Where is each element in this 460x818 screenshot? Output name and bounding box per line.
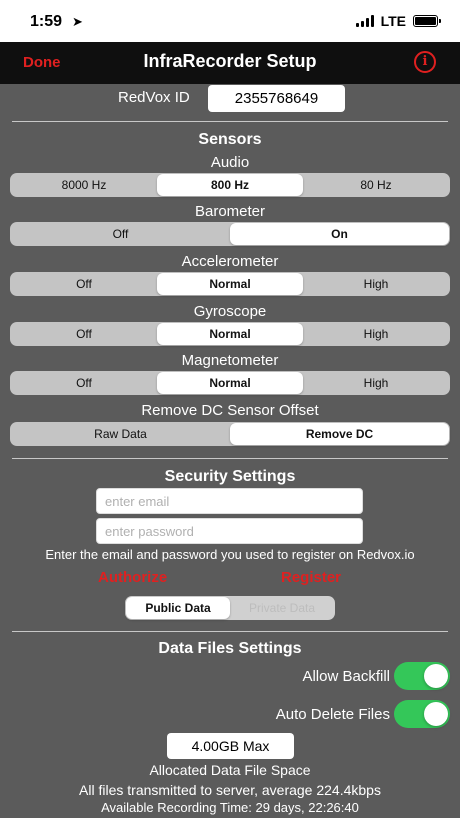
info-icon[interactable]: i <box>414 51 436 73</box>
status-bar <box>0 0 460 42</box>
redvox-id-field[interactable]: 2355768649 <box>208 85 345 112</box>
status-time: 1:59 <box>30 13 63 30</box>
divider <box>12 121 448 122</box>
battery-icon <box>413 15 438 27</box>
audio-option-800hz[interactable]: 800 Hz <box>157 174 303 196</box>
barometer-option-off[interactable]: Off <box>112 227 129 241</box>
barometer-option-on[interactable]: On <box>230 223 449 245</box>
location-arrow-icon: ➤ <box>72 14 83 29</box>
network-type: LTE <box>380 13 406 29</box>
allow-backfill-label: Allow Backfill <box>302 668 390 685</box>
gyroscope-segmented-control <box>10 322 450 346</box>
public-data-option[interactable]: Public Data <box>126 597 230 619</box>
auto-delete-toggle[interactable] <box>394 700 450 728</box>
audio-option-80hz[interactable]: 80 Hz <box>360 178 392 192</box>
sensors-section-title: Sensors <box>198 131 262 148</box>
max-space-field[interactable]: 4.00GB Max <box>167 733 294 759</box>
audio-label: Audio <box>210 154 250 171</box>
private-data-option[interactable]: Private Data <box>248 601 316 615</box>
divider <box>12 631 448 632</box>
transmission-status: All files transmitted to server, average 224.4kbps <box>79 782 381 798</box>
magnetometer-option-off[interactable]: Off <box>76 376 92 390</box>
navigation-bar <box>0 42 460 84</box>
gyroscope-option-off[interactable]: Off <box>76 327 92 341</box>
allow-backfill-toggle[interactable] <box>394 662 450 690</box>
security-section-title: Security Settings <box>164 468 296 485</box>
magnetometer-option-normal[interactable]: Normal <box>157 372 303 394</box>
auto-delete-label: Auto Delete Files <box>275 706 390 723</box>
accelerometer-option-normal[interactable]: Normal <box>157 273 303 295</box>
gyroscope-option-high[interactable]: High <box>363 327 389 341</box>
allocated-space-label: Allocated Data File Space <box>149 762 311 778</box>
accelerometer-segmented-control <box>10 272 450 296</box>
magnetometer-segmented-control <box>10 371 450 395</box>
done-button[interactable]: Done <box>23 54 61 71</box>
status-indicators <box>356 13 438 29</box>
security-hint: Enter the email and password you used to register on Redvox.io <box>45 547 415 562</box>
data-privacy-segmented-control <box>125 596 335 620</box>
recording-time-status: Available Recording Time: 29 days, 22:26:40 <box>101 800 359 815</box>
dc-option-raw-data[interactable]: Raw Data <box>94 427 147 441</box>
gyroscope-label: Gyroscope <box>193 303 267 320</box>
magnetometer-label: Magnetometer <box>181 352 279 369</box>
email-input[interactable] <box>96 488 363 514</box>
gyroscope-option-normal[interactable]: Normal <box>157 323 303 345</box>
accelerometer-option-high[interactable]: High <box>363 277 389 291</box>
dc-option-remove-dc[interactable]: Remove DC <box>230 423 449 445</box>
page-title: InfraRecorder Setup <box>143 51 317 71</box>
cellular-signal-icon <box>356 15 374 27</box>
divider <box>12 458 448 459</box>
accelerometer-option-off[interactable]: Off <box>76 277 92 291</box>
dc-offset-segmented-control <box>10 422 450 446</box>
accelerometer-label: Accelerometer <box>181 253 279 270</box>
audio-option-8000hz[interactable]: 8000 Hz <box>61 178 107 192</box>
password-input[interactable] <box>96 518 363 544</box>
redvox-id-label: RedVox ID <box>118 89 190 106</box>
magnetometer-option-high[interactable]: High <box>363 376 389 390</box>
barometer-label: Barometer <box>194 203 266 220</box>
barometer-segmented-control <box>10 222 450 246</box>
register-button[interactable]: Register <box>281 569 342 586</box>
data-files-section-title: Data Files Settings <box>158 640 302 657</box>
audio-segmented-control <box>10 173 450 197</box>
dc-offset-label: Remove DC Sensor Offset <box>141 402 319 419</box>
authorize-button[interactable]: Authorize <box>98 569 168 586</box>
